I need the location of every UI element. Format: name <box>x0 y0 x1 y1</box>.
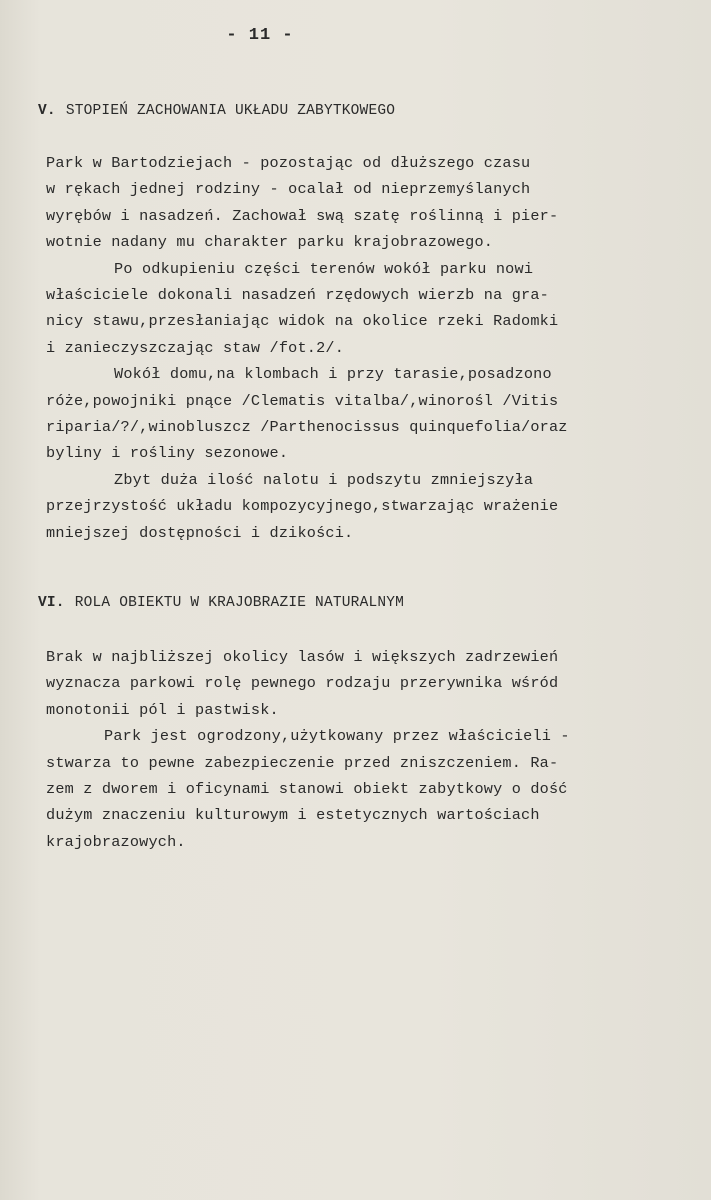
section-6-title: ROLA OBIEKTU W KRAJOBRAZIE NATURALNYM <box>74 595 405 611</box>
text-line: przejrzystość układu kompozycyjnego,stwarzając wrażenie <box>46 497 559 516</box>
text-line: wyrębów i nasadzeń. Zachował swą szatę roślinną i pier- <box>46 206 559 225</box>
text-line: monotonii pól i pastwisk. <box>46 700 279 719</box>
text-line: róże,powojniki pnące /Clematis vitalba/,winorośl /Vitis <box>46 391 559 410</box>
text-line: Wokół domu,na klombach i przy tarasie,posadzono <box>114 365 552 384</box>
text-line: byliny i rośliny sezonowe. <box>46 444 289 463</box>
text-line: stwarza to pewne zabezpieczenie przed zniszczeniem. Ra- <box>46 753 559 772</box>
text-line: i zanieczyszczając staw /fot.2/. <box>46 338 345 357</box>
text-line: Park w Bartodziejach - pozostając od dłuższego czasu <box>46 154 531 172</box>
text-line: krajobrazowych. <box>46 832 186 851</box>
section-5-body <box>46 150 686 546</box>
section-5-heading <box>38 103 395 119</box>
text-line: zem z dworem i oficynami stanowi obiekt zabytkowy o dość <box>46 780 568 799</box>
text-line: właściciele dokonali nasadzeń rzędowych wierzb na gra- <box>46 286 549 305</box>
section-5-title: STOPIEŃ ZACHOWANIA UKŁADU ZABYTKOWEGO <box>65 103 396 119</box>
text-line: Brak w najbliższej okolicy lasów i większych zadrzewień <box>46 648 559 666</box>
section-6-number: VI. <box>38 595 65 611</box>
text-line: Park jest ogrodzony,użytkowany przez właścicieli - <box>104 727 570 746</box>
text-line: mniejszej dostępności i dzikości. <box>46 523 354 542</box>
text-line: dużym znaczeniu kulturowym i estetycznych wartościach <box>46 806 540 825</box>
text-line: Po odkupieniu części terenów wokół parku nowi <box>114 259 534 278</box>
text-line: wotnie nadany mu charakter parku krajobrazowego. <box>46 233 494 252</box>
section-6-heading <box>38 595 404 611</box>
text-line: nicy stawu,przesłaniając widok na okolice rzeki Radomki <box>46 312 559 331</box>
text-line: w rękach jednej rodziny - ocalał od nieprzemyślanych <box>46 180 531 199</box>
text-line: Zbyt duża ilość nalotu i podszytu zmniejszyła <box>114 470 534 489</box>
text-line: wyznacza parkowi rolę pewnego rodzaju przerywnika wśród <box>46 674 559 693</box>
page-number: - 11 - <box>226 26 294 45</box>
section-6-body <box>46 644 686 855</box>
section-5-number: V. <box>38 103 56 119</box>
text-line: riparia/?/,winobluszcz /Parthenocissus quinquefolia/oraz <box>46 418 568 437</box>
